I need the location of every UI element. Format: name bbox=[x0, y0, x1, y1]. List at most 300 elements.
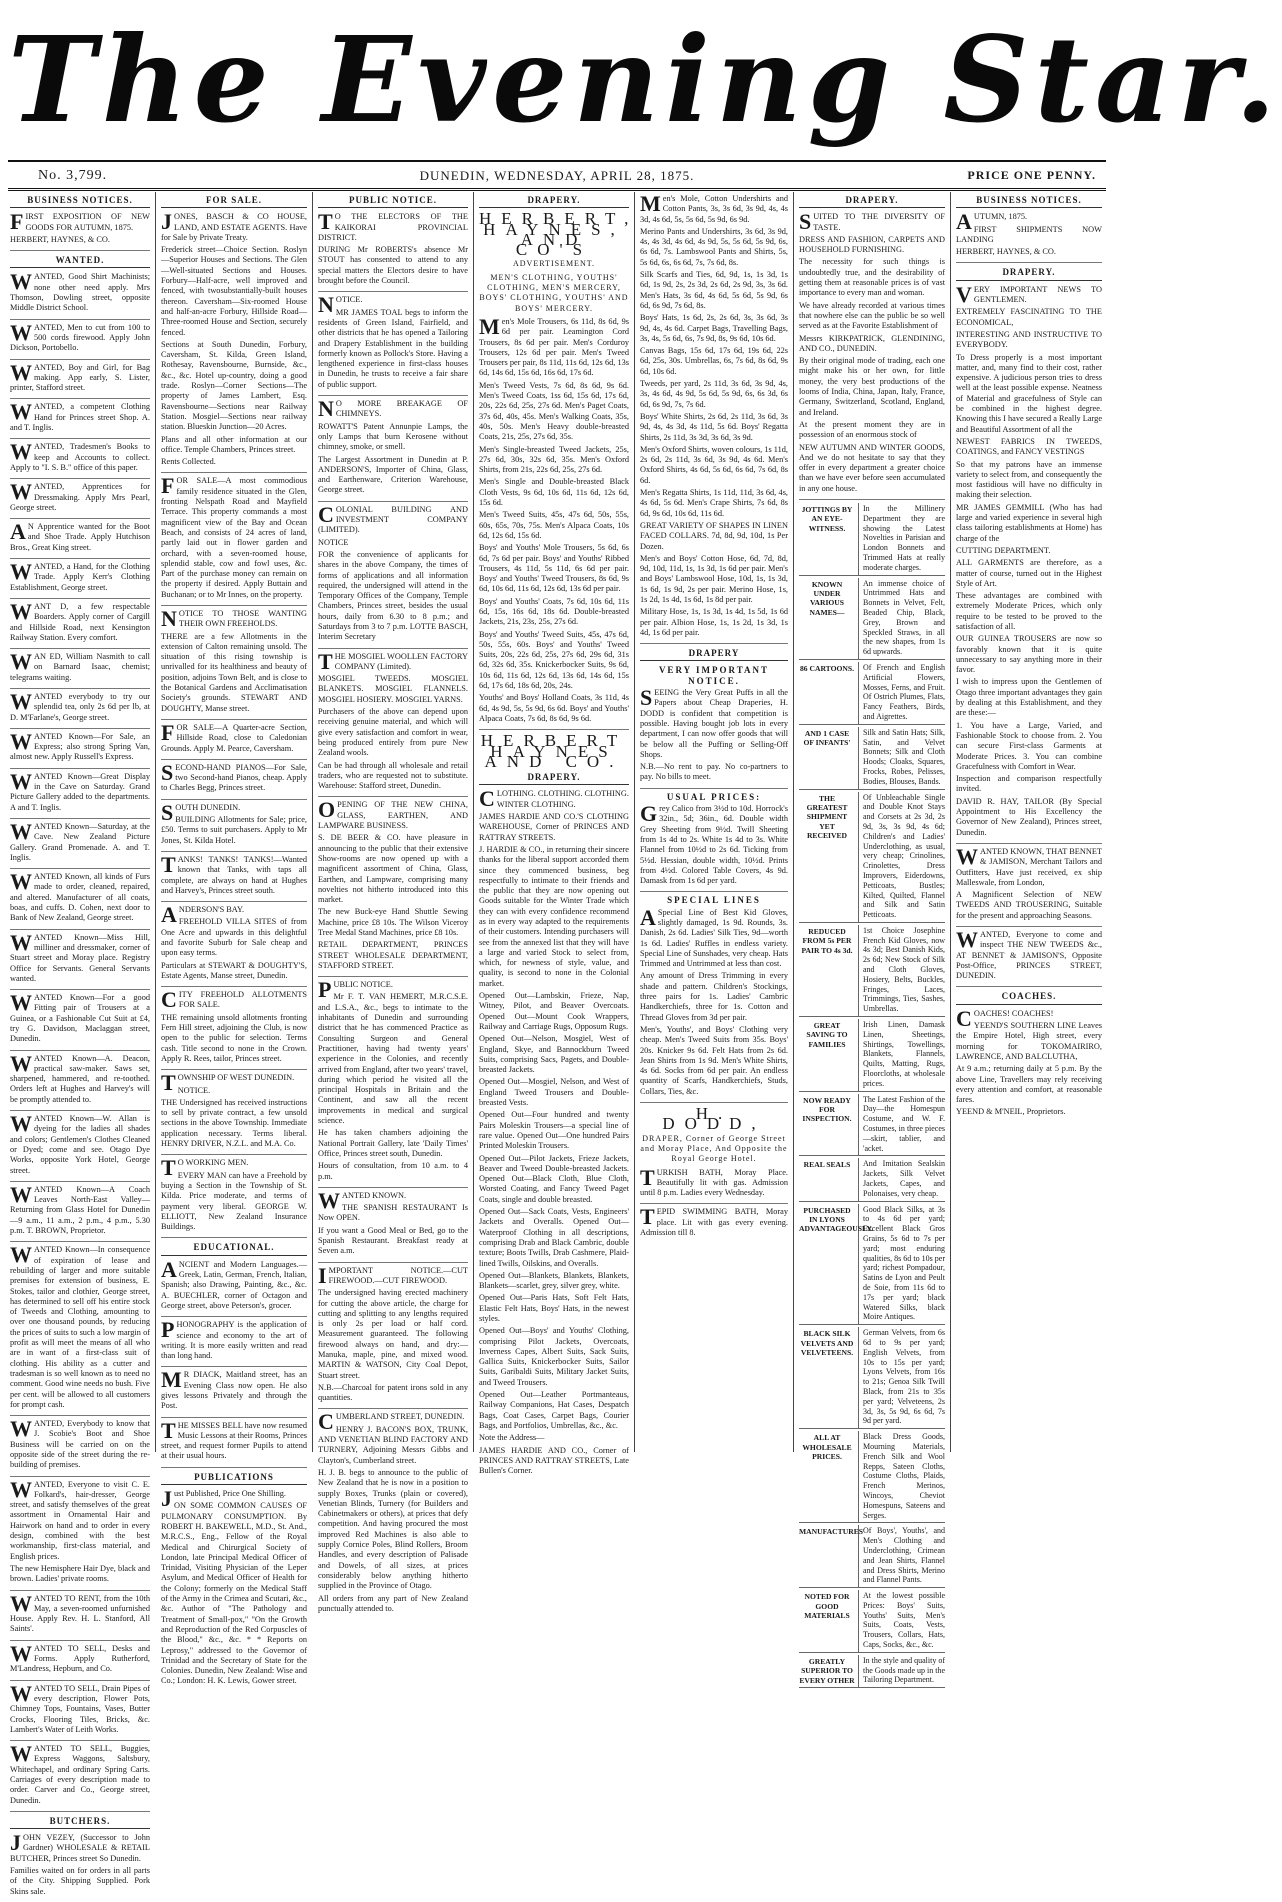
ad-paragraph: Inspection and comparison respectfully invited. bbox=[956, 774, 1102, 794]
ad-paragraph: Boys' Hats, 1s 6d, 2s, 2s 6d, 3s, 3s 6d, 3s 9d, 4s, 4s 6d. Carpet Bags, Travelling Bags, 3s, 4s, 5s 6d, 6s, 7s 9d, 8s, 9s 6d, 10s 6d. bbox=[640, 313, 788, 343]
advertisement bbox=[161, 473, 307, 606]
ad-paragraph: Rents Collected. bbox=[161, 457, 216, 467]
ad-paragraph: SEEING the Very Great Puffs in all the Papers about Cheap Draperies, H. DODD is confident that competition is possible. Having bought job lots in every department, I can now offer goods that will be below all the Puffing or Selling-Off Shops. bbox=[640, 685, 788, 759]
sidebar-ad-label: THE GREATEST SHIPMENT YET RECEIVED bbox=[799, 792, 859, 922]
ad-paragraph: ANDERSON'S BAY. bbox=[161, 902, 245, 928]
ad-paragraph: WANTED KNOWN. bbox=[318, 1187, 407, 1213]
advertisement bbox=[10, 399, 150, 439]
section-heading: BUSINESS NOTICES. bbox=[956, 194, 1102, 208]
ad-paragraph: Plans and all other information at our office. Temple Chambers, Princes street. bbox=[161, 434, 307, 454]
advertisement bbox=[640, 191, 788, 644]
ad-paragraph: NO MORE BREAKAGE OF CHIMNEYS. bbox=[318, 396, 468, 422]
ad-paragraph: Men's Tweed Vests, 7s 6d, 8s 6d, 9s 6d. Men's Tweed Coats, 1ss 6d, 15s 6d, 17s 6d, 20s, 22s 6d, 25s, 27s 6d. Men's Paget Coats, 37s 6d, 40s, 45s. Men's Walking Coats, 35s, 40s, 50s. Men's Heavy double-breasted Coats, 21s, 25s, 27s 6d, 35s. bbox=[479, 380, 629, 442]
advertisement bbox=[956, 927, 1102, 987]
advertisement bbox=[956, 281, 1102, 844]
advertisement bbox=[10, 869, 150, 929]
ad-paragraph: Men's Single-breasted Tweed Jackets, 25s, 27s 6d, 30s, 32s 6d, 35s. Men's Oxford Shirts, from 21s, 22s 6d, 25s, 27s 6d. bbox=[479, 444, 629, 475]
column-6 bbox=[799, 194, 945, 1685]
advertisement bbox=[10, 479, 150, 519]
ad-paragraph: CUMBERLAND STREET, DUNEDIN. bbox=[318, 1409, 465, 1435]
dateline bbox=[8, 164, 1106, 186]
display-heading: HERBERT, HAYNES, AND CO'S bbox=[479, 209, 639, 260]
advertisement bbox=[10, 990, 150, 1050]
masthead-rule bbox=[8, 160, 1106, 162]
section-heading: DRAPERY. bbox=[479, 194, 629, 208]
ad-paragraph: WANTED TO SELL, Buggies, Express Waggons, Saltsbury, Whitechapel, and ordinary Spring Carts. Carriages of every description made to order. Carver and Co., George street, Dunedin. bbox=[10, 1741, 150, 1805]
sidebar-ad-label: GREATLY SUPERIOR TO EVERY OTHER bbox=[799, 1655, 859, 1687]
sidebar-ad-row bbox=[799, 727, 945, 790]
column-divider bbox=[950, 192, 951, 1452]
ad-paragraph: DAVID R. HAY, TAILOR (By Special Appointment to His Excellency the Governor of New Zealand), Princes street, Dunedin. bbox=[956, 796, 1102, 837]
advertisement bbox=[10, 1640, 150, 1681]
issue-number: No. 3,799. bbox=[38, 168, 108, 183]
ad-paragraph: MR JAMES TOAL begs to inform the residents of Green Island, Fairfield, and other districts that he has opened a Tailoring and Drapery Establishment in the building formerly known as Pollock's Store. Having a lengthened experience in first-class houses in Dunedin, he trusts to receive a fair share of public support. bbox=[318, 307, 468, 389]
ad-paragraph: NOTICE. bbox=[318, 292, 363, 318]
section-heading: WANTED. bbox=[10, 254, 150, 268]
sidebar-ad-text: Irish Linen, Damask Linen, Sheetings, Shirtings, Towellings, Blankets, Flannels, Quilts, Matting, Rugs, Floorcloths, at wholesale prices. bbox=[863, 1020, 945, 1088]
ad-paragraph: HENRY J. BACON'S BOX, TRUNK, AND VENETIAN BLIND FACTORY AND TURNERY, Adjoining Messrs Gibbs and Clayton's, Cumberland street. bbox=[318, 1424, 468, 1465]
sub-heading: DRAPER, Corner of George Street and Moray Place, And Opposite the Royal George Hotel. bbox=[640, 1133, 788, 1164]
sidebar-ad-label: ALL AT WHOLESALE PRICES. bbox=[799, 1431, 859, 1522]
ad-paragraph: FIRST SHIPMENTS NOW LANDING bbox=[956, 224, 1102, 244]
advertisement bbox=[479, 786, 629, 1481]
ad-paragraph: WANTED, Tradesmen's Books to keep and Accounts to collect. Apply to "I. S. B." office of this paper. bbox=[10, 439, 150, 472]
sidebar-ad-row bbox=[799, 1431, 945, 1523]
ad-paragraph: Purchasers of the above can depend upon receiving genuine material, and which will give every satisfaction and comfort in wear, being produced entirely from pure New Zealand wools. bbox=[318, 707, 468, 758]
ad-paragraph: Men's Single and Double-breasted Black Cloth Vests, 9s 6d, 10s 6d, 11s 6d, 12s 6d, 15s 6d. bbox=[479, 477, 629, 508]
ad-paragraph: BUILDING Allotments for Sale; price, £50. Terms to suit purchasers. Apply to Mr Jones, St. Kilda Hotel. bbox=[161, 815, 307, 845]
sidebar-ad-row bbox=[799, 662, 945, 725]
section-heading: EDUCATIONAL. bbox=[161, 1241, 307, 1255]
advertisement bbox=[640, 1164, 788, 1205]
ad-paragraph: Youths' and Boys' Holland Coats, 3s 11d, 4s 6d, 4s 9d, 5s, 5s 9d, 6s 6d. Boys' and Youths' Alpaca Coats, 7s 6d, 8s 6d, 9s 6d. bbox=[479, 693, 629, 723]
ad-paragraph: ON SOME COMMON CAUSES OF PULMONARY CONSUMPTION. By ROBERT H. BAKEWELL, M.D., St. And., M.R.C.S., Eng., Fellow of the Royal Medical and Chirurgical Society of London, late Principal Medical Officer of Trinidad, Visiting Physician of the Leper Asylum, and Medical Officer of Health for the Colony; formerly on the Medical Staff of the Army in the Crimea and Scutari, &c., &c. Author of "The Pathology and Treatment of Small-pox," "On the Growth and Reproduction of the Red Corpuscles of the Blood," &c., &c. * * Reports on Leprosy," addressed to the Governor of Trinidad and the Secretary of State for the Colonies. Dunedin, New Zealand: Wise and Co.; London: H. K. Lewis, Gower street. bbox=[161, 1501, 307, 1686]
ad-paragraph: WANTED everybody to try our splendid tea, only 2s 6d per lb, at D. M'Farlane's, George street. bbox=[10, 688, 150, 722]
advertisement bbox=[479, 313, 629, 730]
ad-heading: VERY IMPORTANT NOTICE. bbox=[658, 665, 770, 686]
advertisement bbox=[956, 209, 1102, 263]
ad-paragraph: WANTED, Apprentices for Dressmaking. Apply Mrs Pearl, George street. bbox=[10, 479, 150, 512]
ad-paragraph: ASpecial Line of Best Kid Gloves, slightly damaged, 1s 9d. Rounds, 3s. Danish, 2s 6d. Ladies' Silk Ties, 9d—worth 1s 6d. Ladies' Ruffles in endless variety. Special Line of Sunshades, very cheap. Hats Trimmed and Untrimmed at less than cost. bbox=[640, 904, 788, 969]
advertisement bbox=[161, 987, 307, 1070]
sidebar-ad-text: Of Boys', Youths', and Men's Clothing and Underclothing, Crimean and Jean Shirts, Flannel and Dress Shirts, Merino and Flannel Pants. bbox=[863, 1526, 945, 1585]
ad-paragraph: 1. You have a Large, Varied, and Fashionable Stock to choose from. 2. You can secure First-class Garments at Moderate Prices. 3. You can combine Gracefulness with Comfort in Wear. bbox=[956, 720, 1102, 771]
ad-paragraph: These advantages are combined with extremely Moderate Prices, which only require to be tested to be proved to the satisfaction of all. bbox=[956, 591, 1102, 631]
ad-paragraph: Boys' White Shirts, 2s 6d, 2s 11d, 3s 6d, 3s 9d, 4s, 4s 3d, 4s 11d, 5s 6d. Boys' Regatta Shirts, 2s 11d, 3s 3d, 3s 6d, 3s 9d. bbox=[640, 411, 788, 442]
ad-paragraph: Opened Out—Four hundred and twenty Pairs Moleskin Trousers—a special line of rare value. Opened Out—One hundred Pairs Printed Moleskin Trousers. bbox=[479, 1110, 629, 1151]
ad-paragraph: WANTED Known—Great Display in the Cave on Saturday. Grand Picture Gallery added to the departments. A and T. Inglis. bbox=[10, 768, 150, 812]
sidebar-ad-row bbox=[799, 1590, 945, 1653]
ad-paragraph: Men's Mole Trousers, 6s 11d, 8s 6d, 9s 6d per pair. Leamington Cord Trousers, 8s 6d per pair. Men's Corduroy Trousers, 12s 6d per pair. Men's Tweed Trousers per pair, 8s 11d, 11s 6d, 12s 6d, 13s 6d, 14s 6d, 15s 6d, 16s 6d, 17s 6d. bbox=[479, 313, 629, 378]
sidebar-ad-row bbox=[799, 1158, 945, 1201]
ad-paragraph: NEW AUTUMN AND WINTER GOODS, And we do not hesitate to say that they offer in every department a greater choice than we have ever before seen accumulated in any one house. bbox=[799, 442, 945, 493]
ad-paragraph: N.B.—Charcoal for patent irons sold in any quantities. bbox=[318, 1382, 468, 1403]
issue-price: PRICE ONE PENNY. bbox=[967, 168, 1096, 182]
ad-paragraph: RETAIL DEPARTMENT, PRINCES STREET WHOLESALE DEPARTMENT, STAFFORD STREET. bbox=[318, 940, 468, 970]
ad-paragraph: WANTED Known—A Coach Leaves North-East Valley—Returning from Glass Hotel for Dunedin—9 a.m., 11 a.m., 2 p.m., 4 p.m., 5.30 p.m. T. BROWN, Proprietor. bbox=[10, 1181, 150, 1236]
section-heading: BUSINESS NOTICES. bbox=[10, 194, 150, 208]
ad-paragraph: Particulars at STEWART & DOUGHTY'S, Estate Agents, Manse street, Dunedin. bbox=[161, 960, 307, 980]
ad-paragraph: Boys' and Youths' Tweed Suits, 45s, 47s 6d, 50s, 55s, 60s. Boys' and Youths' Tweed Suits, 20s, 22s 6d, 25s, 27s 6d, 29s 6d, 31s 6d, 32s 6d, 35s. Knickerbocker Suits, 9s 6d, 10s 6d, 11s 6d, 12s 6d, 13s 6d, 14s 6d, 15s 6d, 17s 6d, 18s 6d, 20s, 24s. bbox=[479, 629, 629, 691]
ad-paragraph: TO WORKING MEN. bbox=[161, 1155, 249, 1181]
ad-paragraph: IMPORTANT NOTICE.—CUT FIREWOOD.—CUT FIREWOOD. bbox=[318, 1262, 468, 1288]
ad-paragraph: Frederick street—Choice Section. Roslyn—Superior Houses and Sections. The Glen—Well-situated Sections and Houses. Forbury—Half-acre, well improved and fenced, with twosubstantially-built houses thereon. Caversham—Six-roomed House and half-an-acre Forbury, Hillside Road—Three-roomed House and Section, securely fenced. bbox=[161, 245, 307, 337]
advertisement bbox=[161, 1317, 307, 1367]
ad-paragraph: The new Hemisphere Hair Dye, black and brown. Ladies' private rooms. bbox=[10, 1563, 150, 1584]
advertisement bbox=[161, 902, 307, 987]
advertisement bbox=[10, 319, 150, 360]
sidebar-ad-row bbox=[799, 503, 945, 576]
ad-paragraph: ROWATT'S Patent Annunpie Lamps, the only Lamps that burn Kerosene without chimney, smoke, or smell. bbox=[318, 421, 468, 452]
ad-paragraph: Families waited on for orders in all parts of the City. Shipping Supplied. Pork Skins sale. bbox=[10, 1866, 150, 1896]
column-divider bbox=[634, 192, 635, 1452]
sidebar-ad-label: 86 CARTOONS. bbox=[799, 662, 859, 724]
advertisement bbox=[10, 1416, 150, 1476]
column-divider bbox=[312, 192, 313, 1452]
ad-paragraph: Tweeds, per yard, 2s 11d, 3s 6d, 3s 9d, 4s, 3s, 4s 6d, 4s 9d, 5s 6d, 5s 9d, 6s, 6s 3d, 6s 6d, 6s 9d, 7s, 7s 6d. bbox=[640, 379, 788, 409]
ad-paragraph: Opened Out—Boys' and Youths' Clothing, comprising Pilot Jackets, Overcoats, Inverness Capes, Albert Suits, Sack Suits, Gallica Suits, Knickerbocker Suits, Sailor Suits, Garibaldi Suits, Military Jacket Suits, and Tweed Trousers. bbox=[479, 1326, 629, 1387]
ad-paragraph: ANCIENT and Modern Languages.—Greek, Latin, German, French, Italian, Spanish; also Drawing, Painting, &c., &c. A. BUECHLER, corner of Octagon and George street, above Peterson's, grocer. bbox=[161, 1256, 307, 1310]
ad-paragraph: THE MISSES BELL have now resumed Music Lessons at their Rooms, Princes street, and request former Pupils to attend at their usual hours. bbox=[161, 1417, 307, 1461]
ad-paragraph: PUBLIC NOTICE. bbox=[318, 977, 393, 1003]
advertisement bbox=[318, 1262, 468, 1410]
ad-paragraph: Can be had through all wholesale and retail traders, who are requested not to substitute. Warehouse: Stafford street, Dunedin. bbox=[318, 760, 468, 791]
ad-paragraph: Just Published, Price One Shilling. bbox=[161, 1486, 287, 1512]
ad-paragraph: Military Hose, 1s, 1s 3d, 1s 4d, 1s 5d, 1s 6d per pair. Albion Hose, 1s, 1s 2d, 1s 3d, 1s 4d, 1s 6d per pair. bbox=[640, 607, 788, 637]
column-divider bbox=[473, 192, 474, 1452]
ad-paragraph: NOTICE. bbox=[177, 1085, 211, 1095]
ad-paragraph: WANTED Known—Saturday, at the Cave. New Zealand Picture Gallery. Grand Promenade. A. and T. Inglis. bbox=[10, 818, 150, 862]
ad-paragraph: J. HARDIE & CO., in returning their sincere thanks for the liberal support accorded them since they commenced business, beg respectfully to intimate to their friends and the public that they are now opening out Goods suitable for the Winter Trade which they can with every confidence recommend as in every way adapted to the requirements of their customers. Intending purchasers will see from the annexed list that they will have a large and varied Stock to select from, which, for newness of style, value, and quality, is second to none in the Colonial market. bbox=[479, 844, 629, 988]
advertisement bbox=[10, 929, 150, 990]
advertisement bbox=[10, 1590, 150, 1641]
advertisement bbox=[161, 719, 307, 760]
ad-paragraph: WANTED Known—For Sale, an Express; also strong Spring Van, almost new. Apply Russell's Express. bbox=[10, 728, 150, 762]
sidebar-ad-text: The Latest Fashion of the Day—the Homespun Costume, and W. F. Costumes, in three pieces—skirt, tablier, and 'acket. bbox=[863, 1094, 945, 1153]
sidebar-ad-text: At the lowest possible Prices: Boys' Suits, Youths' Suits, Men's Suits, Coats, Vests, Trousers, Collars, Hats, Caps, Socks, &c., &c. bbox=[863, 1591, 945, 1650]
sidebar-ad-text: Of French and English Artificial Flowers, Mosses, Ferns, and Fruit. Of Ostrich Plumes, Flats, Fancy Feathers, Birds, and Aigrettes. bbox=[863, 662, 945, 721]
sidebar-ad-label: PURCHASED IN LYONS ADVANTAGEOUSLY. bbox=[799, 1204, 859, 1325]
ad-paragraph: Note the Address— bbox=[479, 1433, 545, 1443]
ad-paragraph: MR JAMES GEMMILL (Who has had large and varied experience in several high class tailoring establishments at Home) has charge of the bbox=[956, 502, 1102, 543]
sidebar-ad-label: MANUFACTURES bbox=[799, 1525, 859, 1587]
advertisement bbox=[10, 269, 150, 319]
ad-paragraph: JONES, BASCH & CO HOUSE, LAND, AND ESTATE AGENTS. Have for Sale by Private Treaty. bbox=[161, 209, 307, 242]
advertisement bbox=[956, 1005, 1102, 1123]
ad-paragraph: By their original mode of trading, each one might make his or her own, for little money, the very best productions of the looms of India, China, Japan, Italy, France, Germany, Switzerland, Scotland, England, and Ireland. bbox=[799, 356, 945, 417]
sidebar-ad-label: KNOWN UNDER VARIOUS NAMES— bbox=[799, 578, 859, 659]
column-7 bbox=[956, 194, 1102, 1452]
sidebar-ad-label: NOTED FOR GOOD MATERIALS bbox=[799, 1590, 859, 1652]
advertisement bbox=[161, 851, 307, 902]
section-heading: PUBLIC NOTICE. bbox=[318, 194, 468, 208]
sidebar-ad-label: BLACK SILK VELVETS AND VELVETEENS. bbox=[799, 1327, 859, 1428]
ad-paragraph: NOTICE TO THOSE WANTING THEIR OWN FREEHOLDS. bbox=[161, 605, 307, 631]
ad-paragraph: THE remaining unsold allotments fronting Fern Hill street, adjoining the Club, is now open to the public for selection. Terms cash. Title second to none in the Crown. Apply R. Rees, tailor, Princes street. bbox=[161, 1012, 307, 1063]
advertisement bbox=[10, 1111, 150, 1182]
advertisement bbox=[161, 209, 307, 473]
ad-paragraph: I wish to impress upon the Gentlemen of Otago three important advantages they gain by dealing at this Establishment, and they are these:— bbox=[956, 677, 1102, 718]
section-heading: BUTCHERS. bbox=[10, 1815, 150, 1829]
ad-paragraph: At 9 a.m.; returning daily at 5 p.m. By the above Line, Travellers may rely receiving every attention and comfort, at reasonable fares. bbox=[956, 1064, 1102, 1105]
advertisement bbox=[956, 843, 1102, 927]
advertisement bbox=[10, 1050, 150, 1111]
ad-paragraph: TOWNSHIP OF WEST DUNEDIN. bbox=[161, 1070, 295, 1096]
column-1 bbox=[10, 194, 150, 1896]
ad-paragraph: WANTED, Everyone to visit C. E. Folkard's, hair-dresser, George street, and satisfy themselves of the great assortment in Ornamental Hair and Hairwork on hand and to order in every design, combined with the best workmanship, first-class material, and English prices. bbox=[10, 1476, 150, 1561]
ad-paragraph: DURING Mr ROBERTS's absence Mr STOUT has consented to attend to any special matters the Electors desire to have brought before the Council. bbox=[318, 245, 468, 286]
ad-paragraph: All orders from any part of New Zealand punctually attended to. bbox=[318, 1593, 468, 1613]
sidebar-ad-text: Black Dress Goods, Mourning Materials, French Silk and Wool Repps, Sateen Cloths, Costume Cloths, Plaids, French Merinos, Wincoys, Cheviot Homespuns, Sateens and Serges. bbox=[863, 1432, 945, 1520]
ad-paragraph: Opened Out—Mosgiel, Nelson, and West of England Tweed Trousers and Double-breasted Vests. bbox=[479, 1077, 629, 1108]
ad-paragraph: Opened Out—Nelson, Mosgiel, West of England, Skye, and Bannockburn Tweed Suits, comprising Sacs, Pagets, and Double-breasted Jackets. bbox=[479, 1034, 629, 1075]
sidebar-ad-text: Good Black Silks, at 3s to 4s 6d per yard; Excellent Black Gros Grains, 5s 6d to 7s per yard; most enduring qualities, 8s 6d to 10s per yard; richest Pompadour, Satins de Lyon and Peult de Soie, from 11s 6d to 17s per yard; black Watered Silks, black Moire Antiques. bbox=[863, 1204, 945, 1322]
sidebar-ad-row bbox=[799, 925, 945, 1017]
ad-paragraph: WANTED Known, all kinds of Furs made to order, cleaned, repaired, and altered. Manufacturer of all coats, boas, and cuffs. D. Cohen, next door to Bank of New Zealand, George street. bbox=[10, 869, 150, 923]
ad-paragraph: HERBERT, HAYNES, & CO. bbox=[10, 234, 110, 244]
sidebar-ad-row bbox=[799, 1525, 945, 1588]
ad-paragraph: TANKS! TANKS! TANKS!—Wanted known that Tanks, with taps all complete, are always on hand at Hughes and Harvey's, Princes street south. bbox=[161, 851, 307, 895]
advertisement bbox=[10, 519, 150, 559]
section-heading: DRAPERY. bbox=[956, 266, 1102, 280]
ad-paragraph: CUTTING DEPARTMENT. bbox=[956, 545, 1051, 555]
ad-paragraph: THE Undersigned has received instructions to sell by private contract, a few unsold sections in the above Township. Immediate application necessary. Terms liberal. HENRY DRIVER, N.Z.L. and M.A. Co. bbox=[161, 1097, 307, 1149]
ad-paragraph: WANTED, Everyone to come and inspect THE NEW TWEEDS &c., AT BENNET & JAMISON'S, Opposite Post-Office, PRINCES STREET, DUNEDIN. bbox=[956, 927, 1102, 981]
ad-paragraph: Opened Out—Leather Portmanteaus, Railway Companions, Hat Cases, Despatch Bags, Coat Cases, Carpet Bags, Courier Bags, and Portfolios, Umbrellas, &c., &c. bbox=[479, 1390, 629, 1430]
ad-paragraph: WANTED TO RENT, from the 10th May, a seven-roomed unfurnished House. Apply Rev. H. L. Stanford, All Saints'. bbox=[10, 1590, 150, 1634]
column-4 bbox=[479, 194, 639, 1476]
ad-paragraph: GREAT VARIETY OF SHAPES IN LINEN FACED COLLARS. 7d, 8d, 9d, 10d, 1s Per Dozen. bbox=[640, 520, 788, 551]
ad-heading: SPECIAL LINES bbox=[667, 895, 761, 906]
ad-paragraph: WANTED, Everybody to know that J. Scobie's Boot and Shoe Business will be carried on on the opposite side of the street during the re-building of premises. bbox=[10, 1416, 150, 1470]
ad-paragraph: Merino Pants and Undershirts, 3s 6d, 3s 9d, 4s, 4s 3d, 4s 6d, 4s 9d, 5s, 5s 6d, 5s 9d, 6s, 6s 6d, 7s. Lambswool Pants and Shirts, 5s, 5s 6d, 6s, 6s 6d, 7s, 7s 6d, 8s. bbox=[640, 226, 788, 267]
ad-paragraph: We have already recorded at various times that nowhere else can the public be so well served as at the Favorite Establishment of bbox=[799, 300, 945, 331]
display-heading: H. DODD, bbox=[662, 1104, 766, 1134]
column-5 bbox=[640, 191, 788, 1452]
ad-paragraph: NEWEST FABRICS IN TWEEDS, COATINGS, and FANCY VESTINGS bbox=[956, 436, 1102, 457]
advertisement bbox=[10, 1741, 150, 1812]
sidebar-ad-row bbox=[799, 792, 945, 923]
sidebar-ad-row bbox=[799, 1655, 945, 1688]
sub-heading: MEN'S CLOTHING, YOUTHS' CLOTHING, MEN'S MERCERY, BOYS' CLOTHING, YOUTHS' AND BOYS' MERCERY. bbox=[479, 272, 629, 313]
sidebar-ad-text: Of Unbleachable Single and Double Knot Stays and Corsets at 2s 3d, 2s 9d, 3s, 3s 9d, 4s 6d; Children's and Ladies' Underclothing, as usual, very cheap; Crinolines, Crinolettes, Dress Improvers, Eiderdowns, Petticoats, Bustles; Kilted, Quilted, Flannel and Silk and Satin Petticoats. bbox=[863, 792, 945, 920]
advertisement bbox=[10, 439, 150, 479]
ad-paragraph: SOUTH DUNEDIN. bbox=[161, 799, 241, 825]
advertisement bbox=[318, 977, 468, 1188]
advertisement bbox=[640, 685, 788, 789]
ad-paragraph: JAMES HARDIE AND CO., Corner of PRINCES AND RATTRAY STREETS, Late Bullen's Corner. bbox=[479, 1445, 629, 1476]
ad-paragraph: WANTED Known—Miss Hill, milliner and dressmaker, corner of Stuart street and Moray place. Registry Office for Servants. General Servants wanted. bbox=[10, 929, 150, 983]
ad-heading: USUAL PRICES: bbox=[666, 791, 762, 802]
ad-paragraph: SUITED TO THE DIVERSITY OF TASTE. bbox=[799, 209, 945, 235]
section-heading: PUBLICATIONS bbox=[161, 1471, 307, 1485]
advertisement bbox=[161, 1070, 307, 1155]
ad-paragraph: WANTED KNOWN, THAT BENNET & JAMISON, Merchant Tailors and Outfitters, Have just received, ex ship Malleswale, from London, bbox=[956, 843, 1102, 887]
section-heading: DRAPERY. bbox=[799, 194, 945, 208]
ad-paragraph: He has taken chambers adjoining the National Portrait Gallery, late 'Daily Times' Office, Princes street south, Dunedin. bbox=[318, 1128, 468, 1158]
advertisement bbox=[161, 799, 307, 852]
ad-paragraph: To Dress properly is a most important matter, and, many find to their cost, rather expensive. A judicious person tries to dress well at the least possible expense. Neatness of Material and gracefulness of Style can be combined in the highest degree. Knowing this I have secured a Really Large and Beautiful Assortment of all the bbox=[956, 352, 1102, 434]
ad-paragraph: COACHES! COACHES! bbox=[956, 1005, 1054, 1031]
ad-paragraph: THE MOSGIEL WOOLLEN FACTORY COMPANY (Limited). bbox=[318, 648, 468, 674]
ad-paragraph: TEPID SWIMMING BATH, Moray place. Lit with gas every evening. Admission till 8. bbox=[640, 1204, 788, 1238]
ad-paragraph: At the present moment they are in possession of an enormous stock of bbox=[799, 419, 945, 440]
advertisement bbox=[10, 359, 150, 400]
section-heading: FOR SALE. bbox=[161, 194, 307, 208]
dateline-rule bbox=[8, 188, 1106, 191]
ad-paragraph: If you want a Good Meal or Bed, go to the Spanish Restaurant. Breakfast ready at Seven a.m. bbox=[318, 1225, 468, 1256]
ad-paragraph: THE SPANISH RESTAURANT Is Now OPEN. bbox=[318, 1203, 468, 1223]
column-2 bbox=[161, 194, 307, 1686]
ad-paragraph: EVERY MAN can have a Freehold by buying a Section in the Township of St. Kilda. Price moderate, and terms of payment very liberal. GEORGE W. ELLIOTT, New Zealand Insurance Buildings. bbox=[161, 1170, 307, 1232]
advertisement bbox=[318, 1187, 468, 1263]
ad-paragraph: The Largest Assortment in Dunedin at P. ANDERSON'S, Importer of China, Glass, and Earthenware, Criterion Warehouse, George street. bbox=[318, 454, 468, 495]
advertisement bbox=[161, 1417, 307, 1468]
ad-paragraph: VERY IMPORTANT NEWS TO GENTLEMEN. bbox=[956, 281, 1102, 307]
ad-paragraph: YEEND & M'NEIL, Proprietors. bbox=[956, 1107, 1066, 1117]
ad-paragraph: FOR SALE—A most commodious family residence situated in the Glen, fronting Nelspath Road and Mayfield Terrace. This property commands a most magnificent view of the Bay and Ocean Beach, and consists of 24 acres of land, partly laid out in flower garden and orchard, with a seven-roomed house, splendid stable, cow and fowl uses, &c. Part of the purchase money can remain on the property if desired. Apply Buttain and Buchanan; or to Mr Innes, on the property. bbox=[161, 473, 307, 599]
advertisement bbox=[10, 1242, 150, 1416]
ad-paragraph: FIRST EXPOSITION OF NEW GOODS FOR AUTUMN, 1875. bbox=[10, 209, 150, 235]
ad-paragraph: WANTED TO SELL, Drain Pipes of every description, Flower Pots, Chimney Tops, Fountains, Vases, Butter Crocks, Flooring Tiles, Bricks, &c. Lambert's Water of Leith Works. bbox=[10, 1680, 150, 1734]
sidebar-ad-label: JOTTINGS BY AN EYE-WITNESS. bbox=[799, 503, 859, 575]
advertisement bbox=[318, 209, 468, 292]
advertisement bbox=[10, 1680, 150, 1741]
ad-paragraph: Boys' and Youths' Coats, 7s 6d, 10s 6d, 11s 6d, 15s, 16s 6d, 18s 6d. Double-breasted Jackets, 21s, 23s, 25s, 27s 6d. bbox=[479, 596, 629, 627]
ad-paragraph: Opened Out—Paris Hats, Soft Felt Hats, Elastic Felt Hats, Boys' Hats, in the newest styles. bbox=[479, 1293, 629, 1323]
ad-paragraph: Hours of consultation, from 10 a.m. to 4 p.m. bbox=[318, 1161, 468, 1181]
advertisement bbox=[10, 559, 150, 599]
ad-paragraph: TO THE ELECTORS OF THE KAIKORAI PROVINCIAL DISTRICT. bbox=[318, 209, 468, 242]
display-heading: HERBERT HAYNES AND CO. bbox=[480, 731, 628, 771]
ad-paragraph: WANTED Known—A. Deacon, practical saw-maker. Saws set, sharpened, hammered, and re-toothed. Orders left at Hughes and Harvey's will be promptly attended to. bbox=[10, 1050, 150, 1104]
ad-paragraph: Men's and Boys' Cotton Hose, 6d, 7d, 8d, 9d, 10d, 11d, 1s, 1s 3d, 1s 6d per pair. Men's and Boys' Lambswool Hose, 10d, 1s, 1s 3d, 1s 6d, 1s 9d, 2s per pair. Merino Hose, 1s, 1s 2d, 1s 4d, 1s 6d, 1s 8d per pair. bbox=[640, 553, 788, 604]
ad-paragraph: Boys' and Youths' Mole Trousers, 5s 6d, 6s 6d, 7s 6d per pair. Boys' and Youths' Ribbed Trousers, 4s 11d, 5s 11d, 6s 6d per pair. Boys' and Youths' Tweed Trousers, 8s 6d, 9s 6d, 10s 6d, 11s 6d, 12s 6d, 13s 6d per pair. bbox=[479, 543, 629, 594]
ad-paragraph: The undersigned having erected machinery for cutting the above article, the charge for cutting and splitting to any lengths required is only 2s per load or half cord. Measurement guaranteed. The following firewood always on hand, and dry:—Manuka, maple, pine, and mixed wood. MARTIN & WATSON, City Coal Depot, Stuart street. bbox=[318, 1288, 468, 1380]
ad-paragraph: OUR GUINEA TROUSERS are now so favorably known that it is quite unnecessary to say anything more in their favor. bbox=[956, 634, 1102, 675]
ad-paragraph: COLONIAL BUILDING AND INVESTMENT COMPANY (LIMITED). bbox=[318, 501, 468, 535]
advertisement bbox=[161, 1486, 307, 1692]
ad-paragraph: The necessity for such things is undoubtedly true, and the desirability of getting them at reasonable prices is of vast importance to every man and woman. bbox=[799, 257, 945, 298]
column-divider bbox=[155, 192, 156, 1452]
sidebar-ad-text: German Velvets, from 6s 6d to 9s per yard; English Velvets, from 10s to 15s per yard; Lyons Velvets, from 16s to 21s; Genoa Silk Twill Black, from 21s to 35s per yard; Velveteens, 2s 3d, 3s, 5s 9d, 6s 6d, 7s 9d per yard. bbox=[863, 1328, 945, 1426]
ad-paragraph: Silk Scarfs and Ties, 6d, 9d, 1s, 1s 3d, 1s 6d, 1s 9d, 2s, 2s 3d, 2s 6d, 2s 9d, 3s, 3s 6d. Men's Hats, 3s 6d, 4s 6d, 5s 6d, 5s 9d, 6s 6d, 6s 9d, 7s 6d, 8s. bbox=[640, 270, 788, 310]
sidebar-ad-label: AND 1 CASE OF INFANTS' bbox=[799, 727, 859, 789]
sidebar-ad-row bbox=[799, 1019, 945, 1092]
ad-paragraph: WANT D, a few respectable Boarders. Apply corner of Cargill and Hillside Road, next Kensington Railway Station. Every comfort. bbox=[10, 598, 150, 642]
ad-paragraph: WANTED Known—W. Allan is dyeing for the ladies all shades and colors; Gentlemen's Clothes Cleaned or Dyed; come and see. Otago Dye Works, opposite York Hotel, George street. bbox=[10, 1111, 150, 1175]
ad-paragraph: TURKISH BATH, Moray Place. Beautifully lit with gas. Admission until 8 p.m. Ladies every Wednesday. bbox=[640, 1164, 788, 1198]
ad-paragraph: Grey Calico from 3½d to 10d. Horrock's 32in., 5d; 36in., 6d. Double width Grey Sheeting from 9½d. Twill Sheeting from 1s 4d to 2s. White 1s 4d to 3s. White Flannel from 10½d to 2s 6d. Ticking from 5½d. Hessian, double width, 10½d. Prints from 4½d. Colored Table Covers, 4s 9d. Damask from 1s 6d per yard. bbox=[640, 801, 788, 886]
advertisement bbox=[10, 728, 150, 769]
sidebar-ad-row bbox=[799, 578, 945, 660]
advertisement bbox=[318, 292, 468, 396]
sidebar-ad-row bbox=[799, 1094, 945, 1157]
ad-paragraph: The new Buck-eye Hand Shuttle Sewing Machine, price £8 10s. The Wilson Viceroy Tree Medal Stand Machines, price £8 10s. bbox=[318, 907, 468, 937]
sidebar-ad-row bbox=[799, 1204, 945, 1326]
section-heading: DRAPERY. bbox=[479, 771, 629, 785]
ad-paragraph: NOTICE bbox=[318, 537, 349, 547]
ad-paragraph: A Magnificent Selection of NEW TWEEDS AND TROUSERING, Suitable for the present and approaching Seasons. bbox=[956, 890, 1102, 920]
ad-paragraph: SECOND-HAND PIANOS—For Sale, two Second-hand Pianos, cheap. Apply to Charles Begg, Princes street. bbox=[161, 759, 307, 793]
ad-paragraph: Opened Out—Lambskin, Frieze, Nap, Witney, Pilot, and Beaver Overcoats. Opened Out—Mount Cook Wrappers, Railway and Carriage Rugs, Opposum Rugs. bbox=[479, 991, 629, 1031]
ad-paragraph: CITY FREEHOLD ALLOTMENTS FOR SALE. bbox=[161, 987, 307, 1013]
advertisement bbox=[318, 797, 468, 977]
sidebar-ad-text: An immense choice of Untrimmed Hats and Bonnets in Velvet, Felt, Beaded Chip, Black, Grey, Brown and Speckled Straws, in all the new shapes, from 1s 6d upwards. bbox=[863, 578, 945, 657]
ad-paragraph: WAN ED, William Nasmith to call on Barnard Isaac, chemist; telegrams waiting. bbox=[10, 649, 150, 682]
ad-paragraph: FREEHOLD VILLA SITES of from One Acre and upwards in this delightful and favorite Suburb for Sale cheap and upon easy terms. bbox=[161, 917, 307, 958]
advertisement bbox=[161, 605, 307, 720]
advertisement bbox=[640, 1204, 788, 1243]
ad-paragraph: Men's Oxford Shirts, woven colours, 1s 11d, 2s 6d, 2s 11d, 3s 6d, 3s 9d, 4s 6d. Men's Oxford Shirts, 4s 6d, 5s 6d, 6s 6d, 7s 6d, 8s 6d. bbox=[640, 444, 788, 485]
sub-heading: ADVERTISEMENT. bbox=[512, 259, 596, 269]
advertisement bbox=[318, 396, 468, 502]
ad-paragraph: JOHN VEZEY, (Successor to John Gardner) WHOLESALE & RETAIL BUTCHER, Princes street So Dunedin. bbox=[10, 1830, 150, 1863]
advertisement bbox=[640, 801, 788, 892]
ad-paragraph: FOR SALE—A Quarter-acre Section, Hillside Road, close to Caledonian Grounds. Apply M. Pearce, Caversham. bbox=[161, 719, 307, 753]
ad-paragraph: WANTED, Good Shirt Machinists; none other need apply. Mrs Thomson, Dowling street, opposite Middle District School. bbox=[10, 269, 150, 313]
ad-paragraph: DRESS AND FASHION, CARPETS AND HOUSEHOLD FURNISHING. bbox=[799, 234, 945, 255]
ad-paragraph: EXTREMELY FASCINATING TO THE ECONOMICAL, bbox=[956, 307, 1102, 327]
advertisement bbox=[161, 1155, 307, 1238]
sidebar-ad-row bbox=[799, 1327, 945, 1429]
ad-paragraph: Opened Out—Sack Coats, Vests, Engineers' Jackets and Overalls. Opened Out—Waterproof Clothing in all descriptions, comprising Drab and Black Cambric, double texture; Boots Twills, Drab Cashmere, Plaid-lined Twills, Oilskins, and Overalls. bbox=[479, 1207, 629, 1268]
advertisement bbox=[161, 1256, 307, 1317]
ad-paragraph: PHONOGRAPHY is the application of science and economy to the art of writing. It is more easily written and read than long hand. bbox=[161, 1317, 307, 1361]
sidebar-ad-label: REDUCED FROM 5s PER PAIR TO 4s 3d. bbox=[799, 925, 859, 1016]
advertisement bbox=[10, 768, 150, 819]
sidebar-ad-text: In the Millinery Department they are showing the Latest Novelties in Parisian and London Bonnets and Trimmed Hats at really moderate charges. bbox=[863, 504, 945, 572]
sidebar-ad-text: 1st Choice Josephine French Kid Gloves, now 4s 3d; Best Danish Kids, 2s 6d; New Stock of Silk and Cloth Gloves, Hosiery, Belts, Buckles, Fringes, Laces, Trimmings, Ties, Sashes, Umbrellas. bbox=[863, 925, 945, 1014]
advertisement bbox=[640, 904, 788, 1103]
ad-paragraph: ALL GARMENTS are therefore, as a matter of course, turned out in the Highest Style of Art. bbox=[956, 558, 1102, 588]
ad-paragraph: Sections at South Dunedin, Forbury, Caversham, St. Kilda, Green Island, Rothesay, Ravensbourne, Burnside, &c., &c., &c. Hotel up-country, doing a good trade. Roslyn—Corner Sections—The property of James Lambert, Esq. Ravensbourne—Sections near Railway Station. Mosgiel—Sections near railway station. Blueskin Junction—20 Acres. bbox=[161, 339, 307, 432]
ad-paragraph: Mr F. T. VAN HEMERT, M.R.C.S.E. and L.S.A., &c., begs to intimate to the inhabitants of Dunedin and surrounding district that he has commenced Practice as Consulting Surgeon and General Practitioner, having had twenty years' experience in the Colonies, and recently arrived from England, after two years' travel, during which period he visited all the principal Hospitals in Britain and the Continent, and saw all the recent improvements in medical and surgical science. bbox=[318, 992, 468, 1126]
sidebar-ad-text: Silk and Satin Hats; Silk, Satin, and Velvet Bonnets; Silk and Cloth Hoods; Cloaks, Squares, Frocks, Robes, Pelisses, Bodies, Blouses, Bands. bbox=[863, 727, 945, 786]
ad-paragraph: CLOTHING. CLOTHING. CLOTHING. WINTER CLOTHING. bbox=[479, 786, 629, 812]
ad-paragraph: FOR the convenience of applicants for shares in the above Company, the times of forms of applications and all information required, the undersigned will attend in the Temporary Offices of the Company, Temple Chambers, Princes street, besides the usual hours, daily from 6.30 to 8 p.m.; and Saturdays from 3 to 7 p.m. LOTTE BASCH, Interim Secretary bbox=[318, 549, 468, 642]
masthead bbox=[8, 4, 1282, 154]
section-heading: COACHES. bbox=[956, 990, 1102, 1004]
ad-paragraph: Men's Tweed Suits, 45s, 47s 6d, 50s, 55s, 60s, 65s, 70s, 75s. Men's Alpaca Coats, 10s 6d, 12s 6d, 15s 6d. bbox=[479, 510, 629, 540]
advertisement bbox=[10, 1830, 150, 1902]
ad-paragraph: WANTED Known—In consequence of expiration of lease and rebuilding of larger and more suitable premises for extension of business, E. Stokes, tailor and clothier, George street, has determined to sell off his entire stock of Tweeds and Clothing, amounting to over one thousand pounds, by reducing the prices of suits to such a low margin of profit as will meet the means of all who are in want of a first-class suit of clothing. His ability as a cutter and tradesman is so well known as to need no comment. Good wine needs no bush. Five per cent. will be allowed to all customers for prompt cash. bbox=[10, 1242, 150, 1409]
ad-paragraph: AUTUMN, 1875. bbox=[956, 209, 1028, 235]
ad-paragraph: Opened Out—Blankets, Blankets, Blankets, Blankets—scarlet, grey, silver grey, white. bbox=[479, 1270, 629, 1291]
advertisement bbox=[10, 688, 150, 729]
ad-paragraph: WANTED, a competent Clothing Hand for Princes street Shop. A. and T. Inglis. bbox=[10, 399, 150, 433]
ad-paragraph: INTERESTING AND INSTRUCTIVE TO EVERYBODY. bbox=[956, 329, 1102, 350]
advertisement bbox=[10, 1476, 150, 1591]
ad-paragraph: Any amount of Dress Trimming in every shade and pattern. Children's Stockings, three pairs for 1s. Ladies' Cambric Handkerchiefs, three for 1s. Cotton and Thread Gloves from 3d per pair. bbox=[640, 971, 788, 1022]
ad-paragraph: N.B.—No rent to pay. No co-partners to pay. No bills to meet. bbox=[640, 762, 788, 782]
advertisement bbox=[799, 209, 945, 500]
newspaper-title: The Evening Star. bbox=[8, 10, 1282, 149]
advertisement bbox=[161, 759, 307, 800]
column-divider bbox=[793, 192, 794, 1452]
advertisement bbox=[318, 648, 468, 798]
ad-paragraph: WANTED TO SELL, Desks and Forms. Apply Rutherford, M'Landress, Hepburn, and Co. bbox=[10, 1640, 150, 1674]
ad-paragraph: WANTED, Boy and Girl, for Bag making. App early, S. Lister, printer, Stafford street. bbox=[10, 359, 150, 393]
ad-paragraph: Opened Out—Pilot Jackets, Frieze Jackets, Beaver and Tweed Double-breasted Jackets. Opened Out—Black Cloth, Blue Cloth, Worsted Coating, and Fancy Tweed Paget Coats, single and double breasted. bbox=[479, 1153, 629, 1204]
column-3 bbox=[318, 194, 468, 1613]
ad-paragraph: HERBERT, HAYNES, & CO. bbox=[956, 247, 1056, 257]
ad-paragraph: Men's Regatta Shirts, 1s 11d, 11d, 3s 6d, 4s, 4s 6d, 5s 6d. Men's Crape Shirts, 7s 6d, 8s 6d, 9s 6d, 10s 6d, 11s 6d. bbox=[640, 488, 788, 518]
ad-paragraph: H. J. B. begs to announce to the public of New Zealand that he is now in a position to supply Boxes, Trunks (plain or covered), Venetian Blinds, Turnery (for Builders and Cabinetmakers or others), at prices that defy competition. And having procured the most improved Red Machines is also able to supply Cornice Poles, Blind Rollers, Broom Handles, and every description of Palisade and Dowels, of all sizes, at prices considerably below anything hitherto supplied in the Province of Otago. bbox=[318, 1467, 468, 1591]
advertisement bbox=[10, 1181, 150, 1242]
ad-paragraph: Messrs KIRKPATRICK, GLENDINING, AND CO., DUNEDIN. bbox=[799, 333, 945, 353]
advertisement bbox=[10, 818, 150, 869]
